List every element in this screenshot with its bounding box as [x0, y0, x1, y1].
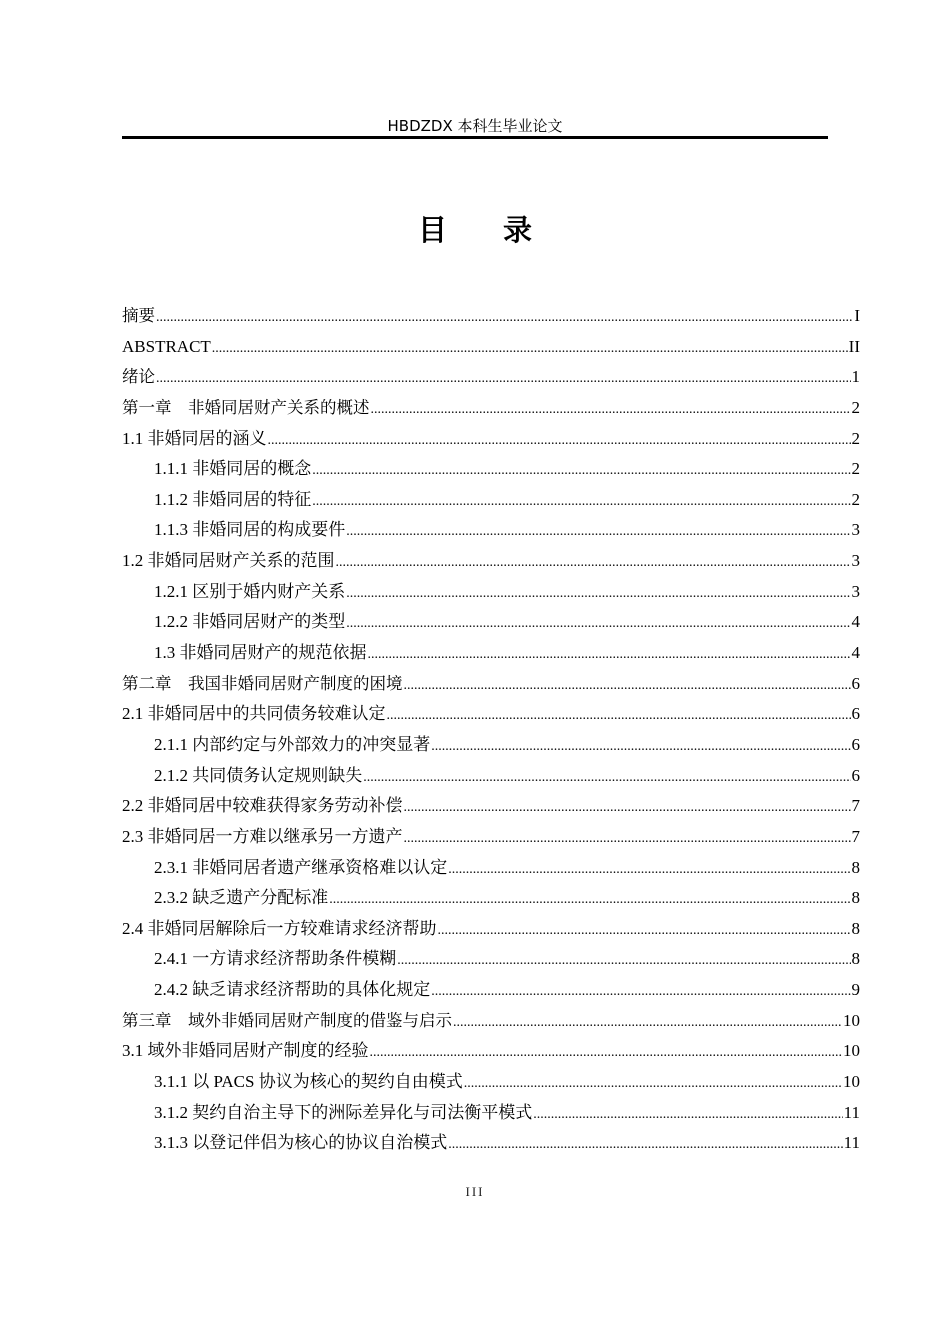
toc-dot-leader	[312, 456, 850, 487]
toc-dot-leader	[346, 517, 850, 548]
toc-entry-page: 4	[851, 612, 860, 632]
toc-entry[interactable]	[122, 853, 860, 884]
toc-entry-label: 3.1.1 以 PACS 协议为核心的契约自由模式	[154, 1072, 463, 1092]
toc-entry[interactable]	[122, 914, 860, 945]
toc-entry-label: ABSTRACT	[122, 336, 211, 356]
toc-entry[interactable]	[122, 1006, 860, 1037]
toc-dot-leader	[387, 701, 851, 732]
toc-entry[interactable]	[122, 577, 860, 608]
toc-entry[interactable]	[122, 1067, 860, 1098]
toc-entry[interactable]	[122, 699, 860, 730]
toc-entry-label: 1.3 非婚同居财产的规范依据	[154, 643, 367, 663]
page-number: III	[465, 1184, 485, 1199]
toc-entry-label: 1.2 非婚同居财产关系的范围	[122, 551, 335, 571]
toc-entry[interactable]	[122, 1128, 860, 1159]
toc-dot-leader	[336, 548, 851, 579]
toc-entry-label: 摘要	[122, 306, 155, 325]
toc-entry-page: 7	[851, 796, 860, 816]
table-of-contents	[122, 301, 860, 1159]
toc-dot-leader	[370, 1038, 843, 1069]
toc-title-char-2: 录	[503, 213, 533, 247]
toc-entry-page: 8	[851, 918, 860, 938]
toc-entry-label: 2.4.1 一方请求经济帮助条件模糊	[154, 949, 397, 969]
toc-entry[interactable]	[122, 454, 860, 485]
toc-entry[interactable]	[122, 393, 860, 424]
toc-entry[interactable]	[122, 485, 860, 516]
toc-entry-page: II	[848, 336, 860, 356]
toc-dot-leader	[533, 1100, 842, 1131]
header-rule	[122, 136, 828, 139]
toc-entry-page: 4	[851, 643, 860, 663]
toc-title-char-1: 目	[417, 213, 447, 247]
toc-entry-page: 3	[851, 581, 860, 601]
toc-dot-leader	[453, 1008, 842, 1039]
toc-dot-leader	[363, 763, 850, 794]
toc-entry-label: 2.1.2 共同债务认定规则缺失	[154, 765, 363, 785]
toc-entry-label: 3.1.3 以登记伴侣为核心的协议自治模式	[154, 1133, 448, 1153]
toc-dot-leader	[448, 1130, 842, 1161]
toc-entry[interactable]	[122, 791, 860, 822]
toc-entry[interactable]	[122, 975, 860, 1006]
toc-dot-leader	[431, 732, 850, 763]
toc-entry[interactable]	[122, 515, 860, 546]
toc-dot-leader	[404, 671, 851, 702]
toc-entry-page: 6	[851, 765, 860, 785]
toc-dot-leader	[156, 364, 851, 395]
toc-title	[0, 208, 950, 252]
toc-entry[interactable]	[122, 546, 860, 577]
toc-dot-leader	[368, 640, 851, 671]
toc-entry-page: 8	[851, 888, 860, 908]
toc-entry-label: 2.1 非婚同居中的共同债务较难认定	[122, 704, 386, 724]
toc-entry-label: 2.3.2 缺乏遗产分配标准	[154, 888, 329, 908]
toc-dot-leader	[371, 395, 851, 426]
toc-entry-label: 2.2 非婚同居中较难获得家务劳动补偿	[122, 796, 403, 816]
toc-dot-leader	[431, 977, 850, 1008]
toc-entry-page: 6	[851, 704, 860, 724]
toc-entry-page: 8	[851, 949, 860, 969]
toc-dot-leader	[268, 426, 851, 457]
toc-entry[interactable]	[122, 944, 860, 975]
toc-entry-page: 2	[851, 397, 860, 417]
toc-dot-leader	[329, 885, 850, 916]
toc-entry-label: 第三章 域外非婚同居财产制度的借鉴与启示	[122, 1010, 452, 1030]
toc-entry-label: 2.3 非婚同居一方难以继承另一方遗产	[122, 826, 403, 846]
toc-entry-label: 1.1 非婚同居的涵义	[122, 428, 267, 448]
toc-entry-page: 3	[851, 520, 860, 540]
toc-entry-page: 11	[843, 1102, 860, 1122]
toc-dot-leader	[212, 334, 848, 365]
toc-entry-page: 10	[843, 1010, 860, 1030]
toc-entry-label: 3.1 域外非婚同居财产制度的经验	[122, 1041, 369, 1061]
toc-entry[interactable]	[122, 1036, 860, 1067]
toc-entry[interactable]	[122, 638, 860, 669]
toc-entry-label: 1.2.2 非婚同居财产的类型	[154, 612, 346, 632]
toc-entry[interactable]	[122, 607, 860, 638]
toc-dot-leader	[404, 793, 851, 824]
toc-entry[interactable]	[122, 730, 860, 761]
toc-entry-label: 1.1.3 非婚同居的构成要件	[154, 520, 346, 540]
toc-dot-leader	[448, 855, 850, 886]
toc-entry[interactable]	[122, 332, 860, 363]
toc-entry-page: I	[854, 306, 860, 325]
toc-entry-label: 3.1.2 契约自治主导下的洲际差异化与司法衡平模式	[154, 1102, 533, 1122]
toc-entry[interactable]	[122, 301, 860, 332]
toc-entry-label: 1.1.1 非婚同居的概念	[154, 459, 312, 479]
toc-entry-page: 2	[851, 489, 860, 509]
toc-dot-leader	[397, 946, 850, 977]
toc-entry-label: 2.3.1 非婚同居者遗产继承资格难以认定	[154, 857, 448, 877]
toc-entry-label: 绪论	[122, 367, 155, 387]
toc-entry-label: 第一章 非婚同居财产关系的概述	[122, 397, 370, 417]
toc-entry-label: 1.1.2 非婚同居的特征	[154, 489, 312, 509]
toc-entry[interactable]	[122, 822, 860, 853]
toc-entry-page: 2	[851, 428, 860, 448]
toc-dot-leader	[312, 487, 850, 518]
toc-entry[interactable]	[122, 1098, 860, 1129]
toc-entry[interactable]	[122, 362, 860, 393]
running-header: HBDZDX 本科生毕业论文	[387, 117, 563, 135]
toc-entry-page: 6	[851, 673, 860, 693]
toc-entry-page: 10	[843, 1072, 860, 1092]
toc-dot-leader	[438, 916, 851, 947]
toc-entry-page: 11	[843, 1133, 860, 1153]
toc-entry-page: 1	[851, 367, 860, 387]
toc-entry-page: 2	[851, 459, 860, 479]
toc-entry[interactable]	[122, 761, 860, 792]
toc-entry-page: 9	[851, 980, 860, 1000]
toc-entry-label: 2.1.1 内部约定与外部效力的冲突显著	[154, 734, 431, 754]
toc-dot-leader	[346, 609, 850, 640]
toc-entry-page: 10	[843, 1041, 860, 1061]
toc-entry-label: 2.4 非婚同居解除后一方较难请求经济帮助	[122, 918, 437, 938]
toc-dot-leader	[346, 579, 850, 610]
toc-entry-page: 3	[851, 551, 860, 571]
toc-entry-label: 第二章 我国非婚同居财产制度的困境	[122, 673, 403, 693]
toc-dot-leader	[464, 1069, 842, 1100]
toc-entry-label: 1.2.1 区别于婚内财产关系	[154, 581, 346, 601]
toc-dot-leader	[404, 824, 851, 855]
toc-entry[interactable]	[122, 883, 860, 914]
toc-entry-label: 2.4.2 缺乏请求经济帮助的具体化规定	[154, 980, 431, 1000]
toc-entry-page: 7	[851, 826, 860, 846]
toc-entry-page: 6	[851, 734, 860, 754]
toc-dot-leader	[156, 303, 853, 334]
toc-entry[interactable]	[122, 424, 860, 455]
toc-entry[interactable]	[122, 669, 860, 700]
toc-entry-page: 8	[851, 857, 860, 877]
